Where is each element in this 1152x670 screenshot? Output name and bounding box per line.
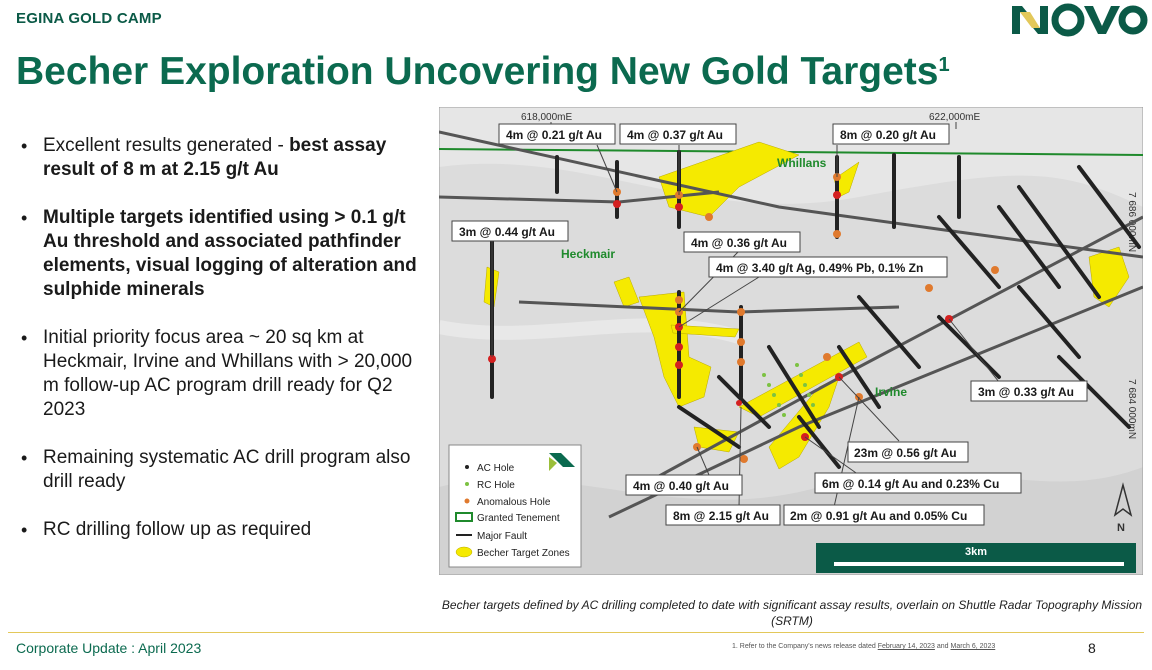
result-label bbox=[684, 232, 800, 252]
svg-text:Heckmair: Heckmair bbox=[561, 247, 616, 261]
svg-text:4m @ 0.40 g/t Au: 4m @ 0.40 g/t Au bbox=[633, 479, 729, 493]
result-label bbox=[815, 473, 1021, 493]
footer-divider bbox=[8, 632, 1144, 633]
map-legend bbox=[449, 445, 581, 567]
result-label bbox=[666, 505, 780, 525]
svg-text:2m @ 0.91 g/t Au and 0.05% Cu: 2m @ 0.91 g/t Au and 0.05% Cu bbox=[790, 509, 968, 523]
footnote-link[interactable]: February 14, 2023 bbox=[877, 643, 935, 650]
result-label bbox=[833, 124, 949, 144]
novo-logo bbox=[1010, 2, 1148, 38]
page-number: 8 bbox=[1088, 640, 1096, 656]
result-label bbox=[784, 505, 984, 525]
svg-text:Whillans: Whillans bbox=[777, 156, 827, 170]
footnote: 1. Refer to the Company's news release dated February 14, 2023 and March 6, 2023 bbox=[732, 643, 996, 650]
result-label bbox=[709, 257, 947, 277]
svg-text:Granted Tenement: Granted Tenement bbox=[477, 513, 560, 524]
result-label bbox=[848, 442, 968, 462]
svg-text:3km: 3km bbox=[965, 546, 988, 558]
page-title: Becher Exploration Uncovering New Gold Targets$^1$ bbox=[16, 50, 950, 93]
footnote-link[interactable]: March 6, 2023 bbox=[950, 643, 996, 650]
svg-text:8m @ 2.15 g/t Au: 8m @ 2.15 g/t Au bbox=[673, 509, 769, 523]
svg-text:7 686 000mN: 7 686 000mN bbox=[1126, 192, 1137, 253]
svg-text:622,000mE: 622,000mE bbox=[929, 112, 981, 123]
svg-text:618,000mE: 618,000mE bbox=[521, 112, 573, 123]
svg-text:Irvine: Irvine bbox=[875, 385, 908, 399]
svg-text:AC Hole: AC Hole bbox=[477, 463, 515, 474]
result-label bbox=[499, 124, 615, 144]
svg-text:4m @ 3.40 g/t Ag, 0.49% Pb, 0.: 4m @ 3.40 g/t Ag, 0.49% Pb, 0.1% Zn bbox=[716, 261, 924, 275]
svg-text:N: N bbox=[1117, 522, 1125, 534]
svg-text:7 684 000mN: 7 684 000mN bbox=[1126, 379, 1137, 440]
result-label bbox=[626, 475, 742, 495]
svg-text:3m @ 0.33 g/t Au: 3m @ 0.33 g/t Au bbox=[978, 385, 1074, 399]
bullet-item: • Initial priority focus area ~ 20 sq km at Heckmair, Irvine and Whillans with > 20,000 m follow-up AC program drill ready for Q2 2023 bbox=[18, 326, 422, 422]
svg-text:23m @ 0.56 g/t Au: 23m @ 0.56 g/t Au bbox=[854, 446, 957, 460]
svg-text:4m @ 0.37 g/t Au: 4m @ 0.37 g/t Au bbox=[627, 128, 723, 142]
bullet-item: • Remaining systematic AC drill program also drill ready bbox=[18, 446, 422, 494]
svg-text:8m @ 0.20 g/t Au: 8m @ 0.20 g/t Au bbox=[840, 128, 936, 142]
svg-text:6m @ 0.14 g/t Au and 0.23% Cu: 6m @ 0.14 g/t Au and 0.23% Cu bbox=[822, 477, 1000, 491]
svg-text:RC Hole: RC Hole bbox=[477, 480, 515, 491]
scale-bar bbox=[816, 543, 1136, 573]
bullet-item: • Multiple targets identified using > 0.1 g/t Au threshold and associated pathfinder elements, visual logging of alteration and sulphide minerals bbox=[18, 206, 422, 302]
svg-text:Anomalous Hole: Anomalous Hole bbox=[477, 497, 551, 508]
section-kicker: EGINA GOLD CAMP bbox=[16, 10, 162, 27]
result-label bbox=[971, 381, 1087, 401]
bullet-item: • Excellent results generated - best assay result of 8 m at 2.15 g/t Au bbox=[18, 134, 422, 182]
becher-map bbox=[439, 107, 1143, 575]
bullet-list bbox=[18, 134, 422, 566]
bullet-item: • RC drilling follow up as required bbox=[18, 518, 422, 542]
svg-text:4m @ 0.21 g/t Au: 4m @ 0.21 g/t Au bbox=[506, 128, 602, 142]
svg-text:4m @ 0.36 g/t Au: 4m @ 0.36 g/t Au bbox=[691, 236, 787, 250]
footer-label: Corporate Update : April 2023 bbox=[16, 640, 202, 656]
svg-text:Major Fault: Major Fault bbox=[477, 531, 528, 542]
svg-text:3m @ 0.44 g/t Au: 3m @ 0.44 g/t Au bbox=[459, 225, 555, 239]
map-caption: Becher targets defined by AC drilling completed to date with significant assay results, overlain on Shuttle Radar Topography Mission (SRTM) bbox=[441, 598, 1143, 628]
result-label bbox=[452, 221, 568, 241]
result-label bbox=[620, 124, 736, 144]
svg-text:Becher Target Zones: Becher Target Zones bbox=[477, 548, 570, 559]
